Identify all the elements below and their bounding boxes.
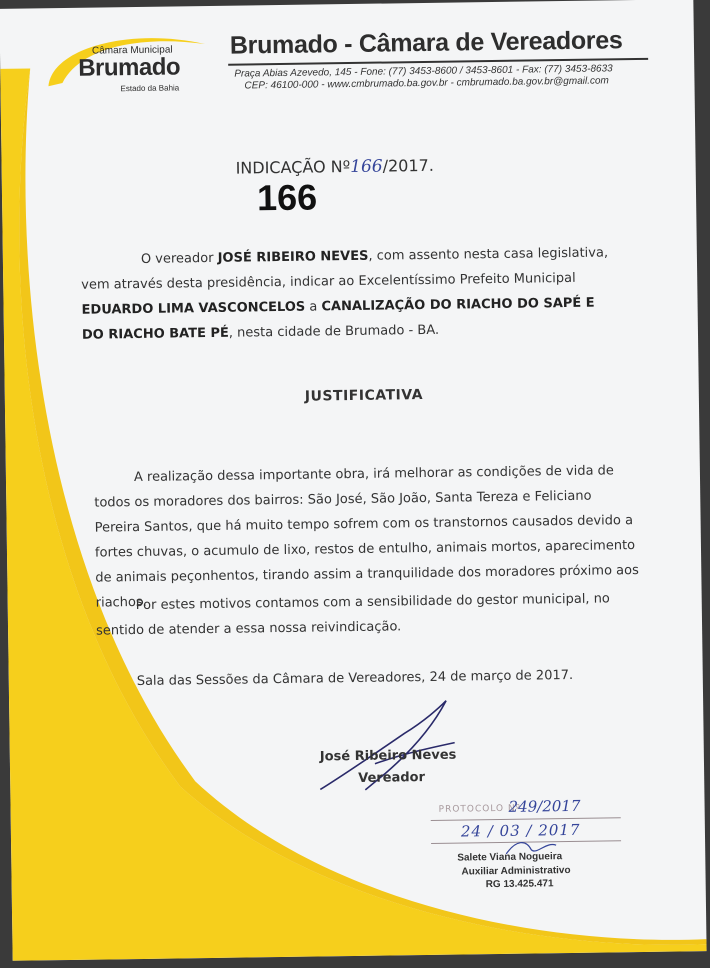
- signer-role: Vereador: [358, 770, 426, 786]
- justification-line: fortes chuvas, o acumulo de lixo, restos de entulho, animais mortos, aparecimento: [94, 538, 636, 561]
- intro-text: , nesta cidade de Brumado - BA.: [228, 322, 440, 341]
- letterhead-address-line2: CEP: 46100-000 - www.cmbrumado.ba.gov.br - cmbrumado.ba.gov.br@gmail.com: [244, 75, 609, 92]
- intro-text: O vereador: [140, 250, 218, 267]
- mayor-name: EDUARDO LIMA VASCONCELOS: [81, 299, 306, 318]
- protocol-date: 24 / 03 / 2017: [460, 820, 581, 841]
- indicacao-prefix: INDICAÇÃO Nº: [235, 157, 351, 178]
- indicacao-heading: [236, 156, 435, 179]
- stamp-rule: [431, 817, 621, 821]
- motives-line: Por estes motivos contamos com a sensibilidade do gestor municipal, no: [135, 591, 610, 614]
- councilor-name: JOSÉ RIBEIRO NEVES: [217, 248, 369, 266]
- logo-state-text: Estado da Bahia: [120, 83, 180, 94]
- intro-text: a: [305, 299, 322, 315]
- intro-text: , com assento nesta casa legislativa,: [368, 245, 609, 264]
- intro-line2: vem através desta presidência, indicar ao Excelentíssimo Prefeito Municipal: [81, 270, 576, 293]
- logo-main-text: Brumado: [78, 53, 181, 82]
- justification-line: A realização dessa importante obra, irá melhorar as condições de vida de: [133, 463, 614, 486]
- signer-name: José Ribeiro Neves: [319, 747, 457, 765]
- clerk-name: Salete Viana Nogueira: [457, 851, 563, 864]
- letterhead-address-line1: Praça Abias Azevedo, 145 - Fone: (77) 3453-8600 / 3453-8601 - Fax: (77) 3453-8633: [234, 63, 613, 80]
- justification-heading: JUSTIFICATIVA: [304, 387, 424, 405]
- project-name-cont: DO RIACHO BATE PÉ: [81, 325, 229, 343]
- justification-line: riachos.: [95, 594, 147, 611]
- signature-block: [320, 745, 457, 791]
- intro-paragraph: [81, 240, 610, 347]
- clerk-rg: RG 13.425.471: [485, 878, 554, 891]
- logo-top-text: Câmara Municipal: [91, 44, 173, 57]
- closing-text: Sala das Sessões da Câmara de Vereadores, 24 de março de 2017.: [136, 667, 574, 690]
- indicacao-big-number: 166: [256, 176, 318, 219]
- justification-line: Pereira Santos, que há muito tempo sofrem com os transtornos causados devido a: [94, 513, 634, 536]
- motives-paragraph: [96, 586, 611, 643]
- chamber-logo: [40, 26, 211, 98]
- justification-line: de animais peçonhentos, tirando assim a tranquilidade dos moradores próximo aos: [95, 563, 639, 586]
- clerk-role: Auxiliar Administrativo: [461, 865, 571, 878]
- indicacao-handwritten-number: 166: [350, 156, 383, 178]
- motives-line: sentido de atender a essa nossa reivindicação.: [95, 619, 402, 639]
- letterhead-title: Brumado - Câmara de Vereadores: [229, 26, 623, 60]
- justification-line: todos os moradores dos bairros: São José, São João, Santa Tereza e Feliciano: [94, 488, 592, 511]
- protocol-number: 249/2017: [508, 796, 581, 816]
- protocol-stamp: [430, 790, 632, 903]
- project-name: CANALIZAÇÃO DO RIACHO DO SAPÉ E: [321, 295, 595, 315]
- protocol-label: PROTOCOLO Nº: [438, 803, 522, 815]
- indicacao-suffix: /2017.: [382, 155, 434, 176]
